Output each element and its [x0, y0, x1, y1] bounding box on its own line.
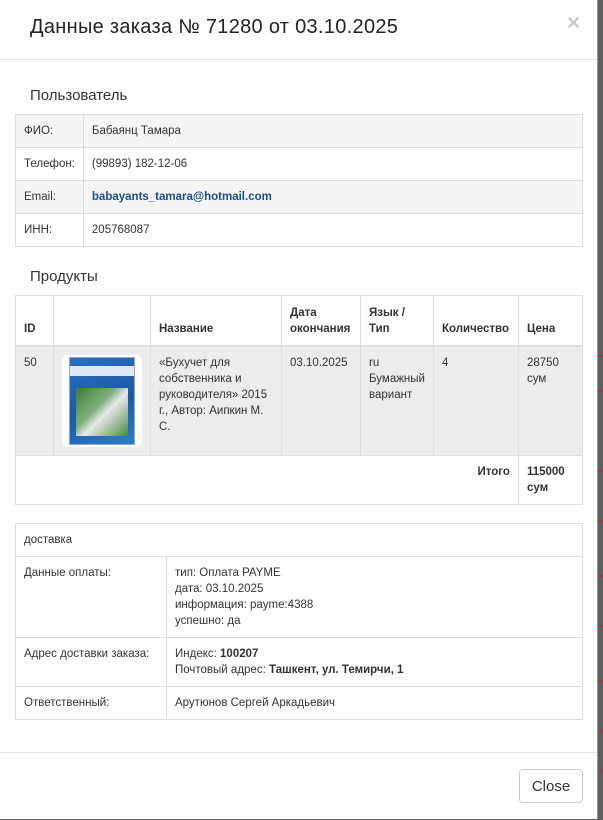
- table-row: [16, 638, 583, 687]
- index-value: 100207: [220, 648, 259, 660]
- table-row: [16, 524, 583, 557]
- modal-title: Данные заказа № 71280 от 03.10.2025: [30, 16, 399, 38]
- modal-header: [0, 0, 597, 60]
- payment-label: Данные оплаты:: [16, 557, 167, 638]
- table-row: [16, 214, 583, 247]
- table-row: [16, 557, 583, 638]
- item-id: 50: [16, 346, 54, 456]
- phone-value: (99893) 182-12-06: [83, 148, 582, 181]
- table-row: [16, 148, 583, 181]
- total-value: 115000 сум: [518, 456, 582, 505]
- close-icon[interactable]: ×: [567, 10, 580, 35]
- inn-value: 205768087: [83, 214, 582, 247]
- address-label: Адрес доставки заказа:: [16, 638, 167, 687]
- col-header-id: ID: [16, 296, 54, 347]
- delivery-header: доставка: [16, 524, 583, 557]
- email-label: Email:: [16, 181, 84, 214]
- email-link[interactable]: babayants_tamara@hotmail.com: [91, 191, 272, 203]
- payment-date: дата: 03.10.2025: [175, 583, 264, 595]
- table-row: [16, 181, 583, 214]
- item-image-cell: [54, 346, 151, 456]
- payment-details: [167, 557, 583, 638]
- full-name-label: ФИО:: [16, 115, 84, 148]
- book-cover-image[interactable]: [62, 355, 142, 447]
- close-button[interactable]: Close: [519, 769, 583, 803]
- table-row: [16, 346, 583, 456]
- col-header-quantity: Количество: [433, 296, 518, 347]
- col-header-image: [54, 296, 151, 347]
- user-info-table: [15, 114, 583, 247]
- index-label: Индекс:: [175, 648, 217, 660]
- table-header-row: [16, 296, 583, 347]
- payment-success: успешно: да: [175, 615, 241, 627]
- phone-label: Телефон:: [16, 148, 84, 181]
- payment-type: тип: Оплата PAYME: [175, 567, 281, 579]
- postal-label: Почтовый адрес:: [175, 664, 266, 676]
- user-section-title: Пользователь: [30, 87, 128, 104]
- postal-value: Ташкент, ул. Темирчи, 1: [268, 664, 404, 676]
- total-label: Итого: [16, 456, 519, 505]
- table-row: [16, 687, 583, 720]
- delivery-info-table: [15, 523, 583, 720]
- col-header-price: Цена: [518, 296, 582, 347]
- table-row: [16, 115, 583, 148]
- index-line: [175, 646, 574, 662]
- item-date-end: 03.10.2025: [282, 346, 361, 456]
- item-name: «Бухучет для собственника и руководителя» 2015 г., Автор: Аипкин М. С.: [151, 346, 282, 456]
- col-header-name: Название: [151, 296, 282, 347]
- book-cover-icon: [69, 357, 135, 445]
- payment-info: информация: payme:4388: [175, 599, 314, 611]
- total-row: [16, 456, 583, 505]
- address-details: [167, 638, 583, 687]
- inn-label: ИНН:: [16, 214, 84, 247]
- full-name-value: Бабаянц Тамара: [83, 115, 582, 148]
- products-section-title: Продукты: [30, 268, 98, 285]
- modal-footer: [0, 752, 597, 820]
- responsible-label: Ответственный:: [16, 687, 167, 720]
- item-lang-type: ru Бумажный вариант: [361, 346, 434, 456]
- item-quantity: 4: [433, 346, 518, 456]
- item-price: 28750 сум: [518, 346, 582, 456]
- responsible-value: Арутюнов Сергей Аркадьевич: [167, 687, 583, 720]
- col-header-lang-type: Язык / Тип: [361, 296, 434, 347]
- col-header-date: Дата окончания: [282, 296, 361, 347]
- email-cell: [83, 181, 582, 214]
- postal-line: [175, 662, 574, 678]
- products-table: [15, 295, 583, 505]
